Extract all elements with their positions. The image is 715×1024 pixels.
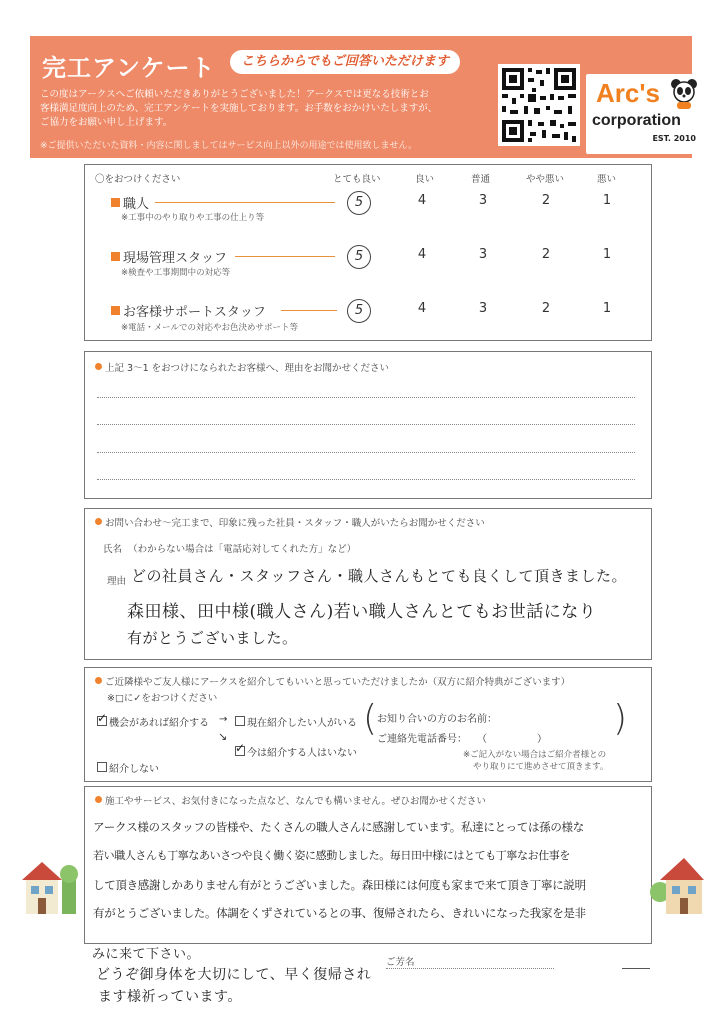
orange-square-icon bbox=[111, 306, 120, 315]
rating-section bbox=[84, 164, 652, 341]
score-1[interactable]: 1 bbox=[602, 193, 612, 208]
blank-note-1: ※ご記入がない場合はご紹介者様との bbox=[463, 750, 607, 760]
category-site-manager-sub: ※検査や工事期間中の対応等 bbox=[121, 268, 231, 278]
writing-line[interactable] bbox=[97, 452, 635, 453]
impression-section bbox=[84, 508, 652, 660]
intro-line-2: 客様満足度向上のため、完工アンケートを実施しております。お手数をおかけいたしますが、 bbox=[40, 103, 438, 114]
reason-label: 理由 bbox=[107, 576, 127, 587]
reason-question: 上記 3～1 をおつけになられたお客様へ、理由をお聞かせください bbox=[95, 360, 389, 374]
scale-label-5: とても良い bbox=[333, 174, 381, 185]
panda-mascot-icon bbox=[670, 78, 698, 110]
category-support-staff: お客様サポートスタッフ bbox=[111, 301, 266, 320]
intro-line-3: ご協力をお願い申し上げます。 bbox=[40, 117, 173, 128]
category-site-manager: 現場管理スタッフ bbox=[111, 247, 227, 266]
feedback-section bbox=[84, 786, 652, 944]
logo-brand: Arc's bbox=[596, 78, 660, 108]
scale-label-1: 悪い bbox=[597, 174, 617, 185]
scale-label-3: 普通 bbox=[471, 174, 491, 185]
orange-dot-icon bbox=[95, 363, 102, 370]
score-2[interactable]: 2 bbox=[541, 247, 551, 262]
signature-line[interactable] bbox=[386, 968, 554, 969]
rating-circle-site-manager[interactable]: 5 bbox=[347, 245, 371, 269]
rating-circle-support-staff[interactable]: 5 bbox=[347, 299, 371, 323]
option-refer-when-chance[interactable]: ✓機会があれば紹介する bbox=[97, 714, 209, 729]
category-support-staff-sub: ※電話・メールでの対応やお色決めサポート等 bbox=[121, 323, 298, 333]
reason-section bbox=[84, 351, 652, 499]
online-answer-pill: こちらからでもご回答いただけます bbox=[230, 50, 460, 74]
leader-line bbox=[155, 202, 335, 203]
friend-phone-label: ご連絡先電話番号： bbox=[377, 734, 467, 745]
referral-section bbox=[84, 667, 652, 782]
house-illustration-icon bbox=[18, 856, 80, 916]
checkbox-checked-icon[interactable] bbox=[235, 746, 245, 756]
orange-dot-icon bbox=[95, 796, 102, 803]
feedback-answer-line-1[interactable]: アークス様のスタッフの皆様や、たくさんの職人さんに感謝しています。私達にとっては孫の様な bbox=[93, 820, 584, 834]
feedback-answer-line-4[interactable]: 有がとうございました。体調をくずされているとの事、復帰されたら、きれいになった我家を是非 bbox=[93, 906, 586, 920]
category-craftsman: 職人 bbox=[111, 193, 149, 212]
checkbox-checked-icon[interactable] bbox=[97, 716, 107, 726]
feedback-answer-line-6[interactable]: どうぞ御身体を大切にして、早く復帰され bbox=[96, 967, 372, 983]
scale-label-4: 良い bbox=[415, 174, 435, 185]
friend-name-label: お知り合いの方のお名前： bbox=[377, 714, 497, 725]
feedback-answer-line-7[interactable]: ます様祈っています。 bbox=[98, 989, 242, 1005]
phone-area-code-field[interactable]: （ ） bbox=[477, 734, 547, 745]
logo-est: EST. 2010 bbox=[652, 134, 696, 143]
checkbox-icon[interactable] bbox=[97, 762, 107, 772]
impression-answer-line-3[interactable]: 有がとうございました。 bbox=[127, 629, 298, 647]
logo-corporation: corporation bbox=[592, 112, 681, 129]
right-bracket: ) bbox=[613, 698, 628, 739]
name-label: 氏名 （わからない場合は「電話応対してくれた方」など） bbox=[103, 544, 357, 555]
score-3[interactable]: 3 bbox=[478, 301, 488, 316]
house-illustration-icon bbox=[650, 852, 706, 916]
rating-circle-craftsman[interactable]: 5 bbox=[347, 191, 371, 215]
header-banner bbox=[30, 36, 696, 158]
option-refer-now[interactable]: 現在紹介したい人がいる bbox=[235, 714, 357, 729]
arrow-down-right-icon: ↘ bbox=[218, 730, 228, 743]
feedback-answer-line-5[interactable]: みに来て下さい。 bbox=[92, 947, 201, 962]
writing-line[interactable] bbox=[97, 397, 635, 398]
leader-line bbox=[281, 310, 337, 311]
score-3[interactable]: 3 bbox=[478, 247, 488, 262]
score-4[interactable]: 4 bbox=[417, 193, 427, 208]
orange-square-icon bbox=[111, 252, 120, 261]
rating-instruction: 〇をおつけください bbox=[95, 174, 181, 185]
writing-line[interactable] bbox=[97, 424, 635, 425]
category-craftsman-sub: ※工事中のやり取りや工事の仕上り等 bbox=[121, 213, 265, 223]
privacy-note: ※ご提供いただいた資料・内容に関しましてはサービス向上以外の用途では使用致しません。 bbox=[40, 141, 418, 151]
option-no-one-now[interactable]: ✓今は紹介する人はいない bbox=[235, 744, 357, 759]
referral-question: ご近隣様やご友人様にアークスを紹介してもいいと思っていただけましたか（双方に紹介特典がございます） bbox=[95, 674, 570, 688]
signature-label: ご芳名 bbox=[386, 957, 415, 968]
blank-note-2: やり取りにて進めさせて頂きます。 bbox=[473, 762, 609, 772]
leader-line bbox=[235, 256, 335, 257]
score-1[interactable]: 1 bbox=[602, 247, 612, 262]
score-1[interactable]: 1 bbox=[602, 301, 612, 316]
intro-line-1: この度はアークスへご依頼いただきありがとうございました！アークスでは更なる技術とお bbox=[40, 89, 429, 100]
company-logo bbox=[586, 74, 702, 154]
impression-answer-line-2[interactable]: 森田様、田中様(職人さん)若い職人さんとてもお世話になり bbox=[127, 602, 597, 622]
scale-label-2: やや悪い bbox=[526, 174, 565, 185]
impression-question: お問い合わせ～完工まで、印象に残った社員・スタッフ・職人がいたらお聞かせください bbox=[95, 515, 485, 529]
orange-dot-icon bbox=[95, 677, 102, 684]
score-2[interactable]: 2 bbox=[541, 301, 551, 316]
feedback-answer-line-3[interactable]: して頂き感謝しかありません有がとうございました。森田様には何度も家まで来て頂き丁寧に説明 bbox=[93, 878, 586, 892]
feedback-answer-line-2[interactable]: 若い職人さんも丁寧なあいさつや良く働く姿に感動しました。毎日田中様にはとても丁寧なお仕事を bbox=[93, 849, 570, 862]
score-4[interactable]: 4 bbox=[417, 247, 427, 262]
score-4[interactable]: 4 bbox=[417, 301, 427, 316]
orange-dot-icon bbox=[95, 518, 102, 525]
score-3[interactable]: 3 bbox=[478, 193, 488, 208]
left-bracket: ( bbox=[363, 698, 378, 739]
check-note: ※□に✓をおつけください bbox=[107, 693, 218, 704]
arrow-right-icon: → bbox=[219, 714, 228, 725]
feedback-question: 施工やサービス、お気付きになった点など、なんでも構いません。ぜひお聞かせください bbox=[95, 793, 486, 807]
orange-square-icon bbox=[111, 198, 120, 207]
survey-title: 完工アンケート bbox=[42, 54, 216, 82]
writing-line[interactable] bbox=[97, 479, 635, 480]
score-2[interactable]: 2 bbox=[541, 193, 551, 208]
short-dash-line bbox=[622, 968, 650, 969]
option-do-not-refer[interactable]: 紹介しない bbox=[97, 760, 159, 775]
qr-code-icon[interactable] bbox=[498, 64, 580, 146]
impression-answer-line-1[interactable]: どの社員さん・スタッフさん・職人さんもとても良くして頂きました。 bbox=[131, 567, 628, 585]
checkbox-icon[interactable] bbox=[235, 716, 245, 726]
